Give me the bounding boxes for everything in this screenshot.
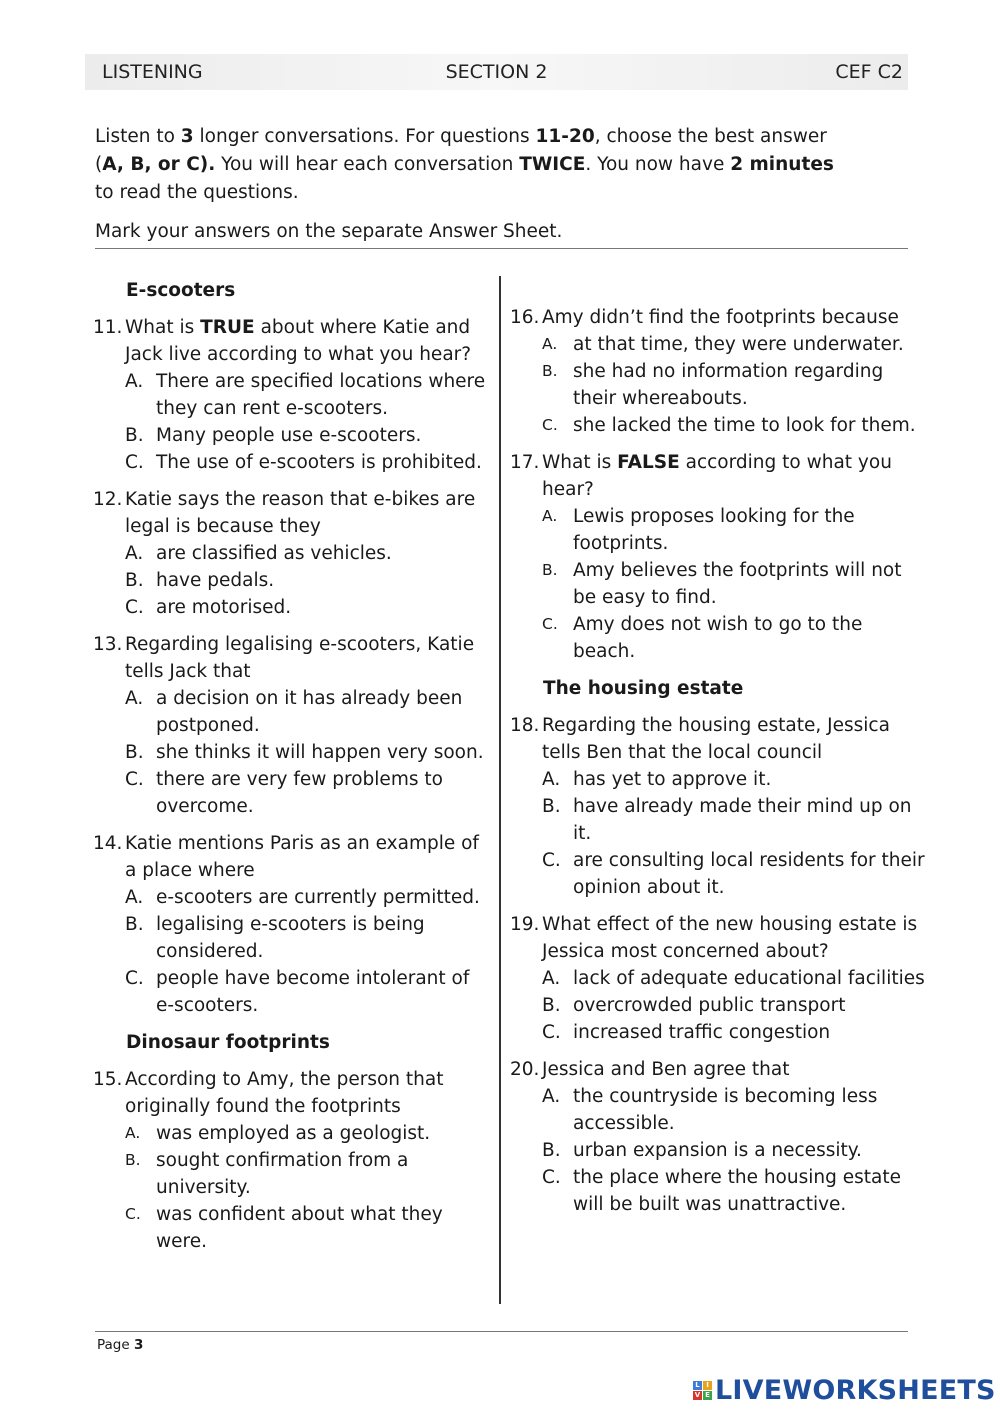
option-20b[interactable]: B. urban expansion is a necessity. <box>542 1140 862 1161</box>
option-19c[interactable]: C. increased traffic congestion <box>542 1022 831 1043</box>
answer-sheet-note: Mark your answers on the separate Answer Sheet. <box>95 221 563 242</box>
option-13c[interactable]: C. there are very few problems to overcome. <box>125 769 443 817</box>
option-18b[interactable]: B. have already made their mind up on it. <box>542 796 912 844</box>
question-15: 15. According to Amy, the person that originally found the footprints A. was employed as a geologist. B. sought confirmation from a university. C. was confident about what they were. <box>93 1066 493 1255</box>
option-14c[interactable]: C. people have become intolerant of e-scooters. <box>125 968 470 1016</box>
question-16: 16. Amy didn’t find the footprints because A. at that time, they were underwater. B. she had no information regarding their whereabouts. C. she lacked the time to look for them. <box>510 304 930 439</box>
option-18c[interactable]: C. are consulting local residents for their opinion about it. <box>542 850 925 898</box>
question-18: 18. Regarding the housing estate, Jessica tells Ben that the local council A. has yet to approve it. B. have already made their mind up on it. C. are consulting local residents for their opinion about it. <box>510 712 930 901</box>
left-column <box>93 277 493 1265</box>
option-11b[interactable]: B. Many people use e-scooters. <box>125 425 422 446</box>
option-14a[interactable]: A. e-scooters are currently permitted. <box>125 887 480 908</box>
option-19a[interactable]: A. lack of adequate educational facilities <box>542 968 925 989</box>
option-13b[interactable]: B. she thinks it will happen very soon. <box>125 742 484 763</box>
option-12c[interactable]: C. are motorised. <box>125 597 292 618</box>
option-15b[interactable]: B. sought confirmation from a university. <box>125 1150 409 1198</box>
header-listening: LISTENING <box>102 61 203 83</box>
section-title-housing: The housing estate <box>543 678 744 699</box>
header-section: SECTION 2 <box>445 61 548 83</box>
liveworksheets-logo-text: LIVEWORKSHEETS <box>715 1374 996 1406</box>
option-16b[interactable]: B. she had no information regarding their whereabouts. <box>542 361 884 409</box>
section-title-dinosaur: Dinosaur footprints <box>126 1032 330 1053</box>
option-16c[interactable]: C. she lacked the time to look for them. <box>542 415 916 436</box>
option-11c[interactable]: C. The use of e-scooters is prohibited. <box>125 452 482 473</box>
option-20a[interactable]: A. the countryside is becoming less accessible. <box>542 1086 878 1134</box>
footer-divider <box>95 1331 908 1332</box>
question-20: 20. Jessica and Ben agree that A. the countryside is becoming less accessible. B. urban expansion is a necessity. C. the place where the housing estate will be built was unattractive. <box>510 1056 930 1218</box>
option-15c[interactable]: C. was confident about what they were. <box>125 1204 443 1252</box>
header-level: CEF C2 <box>835 61 903 83</box>
page-header <box>85 54 908 90</box>
liveworksheets-logo[interactable] <box>693 1372 996 1408</box>
instructions: Listen to 3 longer conversations. For questions 11-20, choose the best answer (A, B, or C). You will hear each conversation TWICE. You now have 2 minutes to read the questions. <box>95 126 834 203</box>
page-number: Page 3 <box>97 1337 144 1353</box>
option-17a[interactable]: A. Lewis proposes looking for the footprints. <box>542 506 855 554</box>
option-12a[interactable]: A. are classified as vehicles. <box>125 543 392 564</box>
option-11a[interactable]: A. There are specified locations where they can rent e-scooters. <box>125 371 486 419</box>
option-17c[interactable]: C. Amy does not wish to go to the beach. <box>542 614 863 662</box>
question-12: 12. Katie says the reason that e-bikes are legal is because they A. are classified as vehicles. B. have pedals. C. are motorised. <box>93 486 493 621</box>
divider-top <box>95 248 908 249</box>
right-column <box>510 304 930 1228</box>
option-19b[interactable]: B. overcrowded public transport <box>542 995 846 1016</box>
liveworksheets-logo-icon: L I V E <box>693 1381 712 1400</box>
question-14: 14. Katie mentions Paris as an example of a place where A. e-scooters are currently permitted. B. legalising e-scooters is being considered. C. people have become intolerant of e-scooters. <box>93 830 493 1019</box>
column-divider <box>499 276 501 1304</box>
question-17: 17. What is FALSE according to what you hear? A. Lewis proposes looking for the footprints. B. Amy believes the footprints will not be easy to find. C. Amy does not wish to go to the beach. <box>510 449 930 665</box>
option-20c[interactable]: C. the place where the housing estate will be built was unattractive. <box>542 1167 901 1215</box>
option-15a[interactable]: A. was employed as a geologist. <box>125 1123 431 1144</box>
option-16a[interactable]: A. at that time, they were underwater. <box>542 334 904 355</box>
option-13a[interactable]: A. a decision on it has already been postponed. <box>125 688 463 736</box>
option-18a[interactable]: A. has yet to approve it. <box>542 769 772 790</box>
section-title-escooters: E-scooters <box>126 280 236 301</box>
option-12b[interactable]: B. have pedals. <box>125 570 275 591</box>
question-13: 13. Regarding legalising e-scooters, Katie tells Jack that A. a decision on it has already been postponed. B. she thinks it will happen very soon. C. there are very few problems to overcome. <box>93 631 493 820</box>
option-17b[interactable]: B. Amy believes the footprints will not be easy to find. <box>542 560 902 608</box>
question-11: 11. What is TRUE about where Katie and Jack live according to what you hear? A. There are specified locations where they can rent e-scooters. B. Many people use e-scooters. C. The use of e-scooters is prohibited. <box>93 314 493 476</box>
option-14b[interactable]: B. legalising e-scooters is being considered. <box>125 914 425 962</box>
question-19: 19. What effect of the new housing estate is Jessica most concerned about? A. lack of adequate educational facilities B. overcrowded public transport C. increased traffic congestion <box>510 911 930 1046</box>
